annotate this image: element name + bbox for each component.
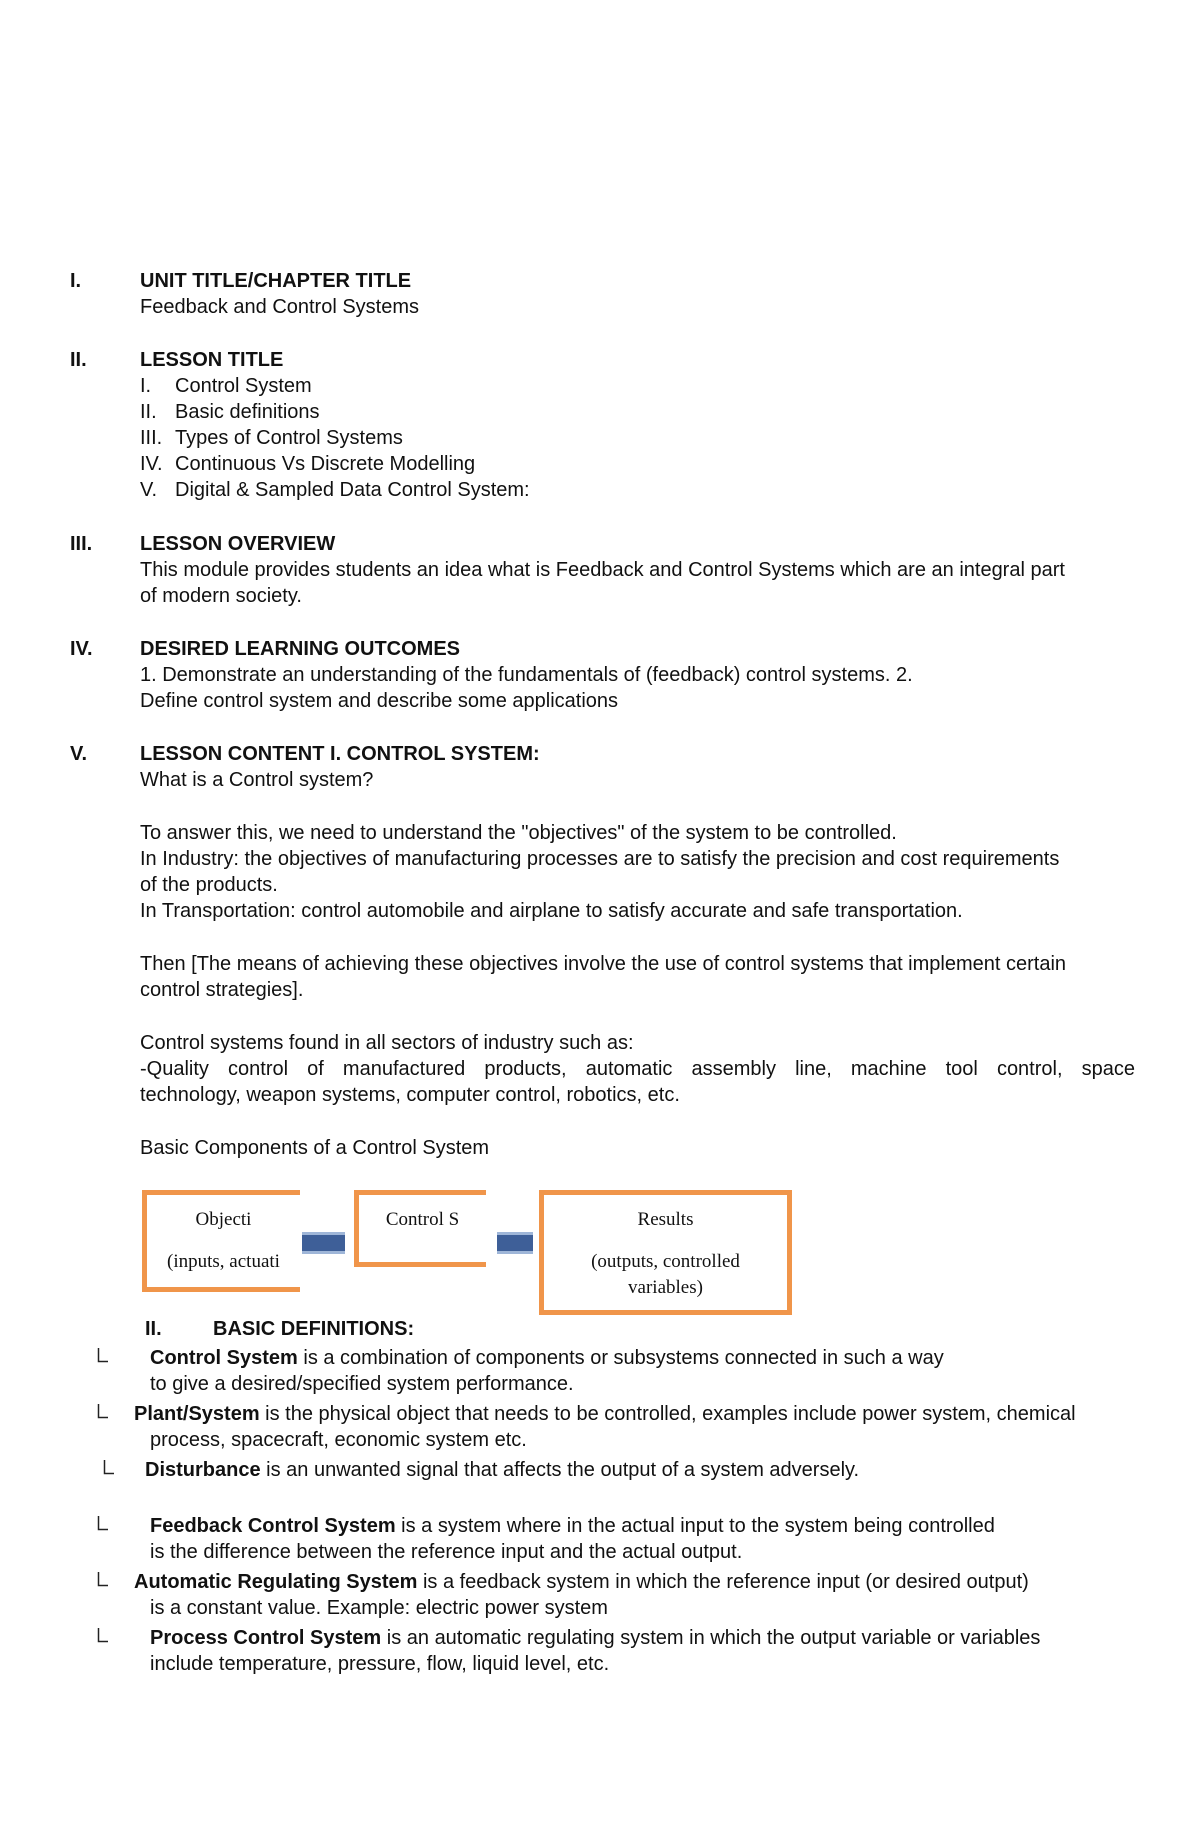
- definition-text: [134, 1401, 1076, 1453]
- definition-continuation: include temperature, pressure, flow, liquid level, etc.: [150, 1653, 610, 1675]
- checkbox-bullet-icon: [97, 1571, 111, 1589]
- section-heading: LESSON CONTENT I. CONTROL SYSTEM:: [140, 743, 540, 765]
- components-title: Basic Components of a Control System: [140, 1137, 490, 1159]
- checkbox-bullet-icon: [103, 1459, 117, 1477]
- checkbox-bullet-icon: [97, 1347, 111, 1365]
- definition-continuation: to give a desired/specified system performance.: [150, 1373, 574, 1395]
- definition-body: is a combination of components or subsystems connected in such a way: [297, 1347, 944, 1369]
- lesson-list-item: [140, 477, 1135, 503]
- paragraph-objectives: To answer this, we need to understand the "objectives" of the system to be controlled.: [140, 822, 897, 844]
- checkbox-bullet-icon: [97, 1515, 111, 1533]
- definition-continuation: process, spacecraft, economic system etc.: [150, 1429, 527, 1451]
- lesson-item-label: Types of Control Systems: [175, 427, 403, 449]
- section-number: V.: [70, 743, 88, 765]
- lesson-item-label: Digital & Sampled Data Control System:: [175, 479, 530, 501]
- objectives-box-sublabel: (inputs, actuati: [167, 1251, 280, 1272]
- lesson-item-label: Control System: [175, 375, 312, 397]
- results-box-sublabel: (outputs, controlled: [591, 1251, 740, 1272]
- paragraph-means-cont: control strategies].: [140, 979, 304, 1001]
- outcomes-text-line: 1. Demonstrate an understanding of the fundamentals of (feedback) control systems. 2.: [140, 664, 913, 686]
- paragraph-means: Then [The means of achieving these objectives involve the use of control systems that implement certain: [140, 953, 1067, 975]
- overview-text-line: This module provides students an idea what is Feedback and Control Systems which are an integral part: [140, 559, 1065, 581]
- outcomes-text-line: Define control system and describe some applications: [140, 690, 619, 712]
- section-heading: DESIRED LEARNING OUTCOMES: [140, 638, 461, 660]
- definition-term: Process Control System: [150, 1627, 382, 1649]
- lesson-item-number: II.: [140, 401, 157, 423]
- definition-term: Automatic Regulating System: [134, 1571, 418, 1593]
- objectives-box: [142, 1190, 300, 1292]
- paragraph-industry-cont: of the products.: [140, 874, 278, 896]
- paragraph-sectors: Control systems found in all sectors of industry such as:: [140, 1032, 634, 1054]
- results-box-label: Results: [637, 1209, 694, 1230]
- definition-text: [145, 1457, 859, 1483]
- definitions-number: II.: [145, 1318, 162, 1340]
- definition-continuation: is the difference between the reference input and the actual output.: [150, 1541, 743, 1563]
- paragraph-industry: In Industry: the objectives of manufacturing processes are to satisfy the precision and cost requirements: [140, 848, 1060, 870]
- lesson-item-number: IV.: [140, 453, 163, 475]
- definition-continuation: is a constant value. Example: electric power system: [150, 1597, 608, 1619]
- control-system-box: [354, 1190, 486, 1267]
- lesson-list-item: [140, 451, 1135, 477]
- section-number: III.: [70, 533, 93, 555]
- section-content: [140, 268, 1135, 320]
- definition-body: is a system where in the actual input to the system being controlled: [395, 1515, 995, 1537]
- question-text: What is a Control system?: [140, 769, 374, 791]
- definition-body: is the physical object that needs to be controlled, examples include power system, chemical: [259, 1403, 1076, 1425]
- section-content: [140, 636, 1135, 714]
- lesson-item-label: Continuous Vs Discrete Modelling: [175, 453, 476, 475]
- definitions-heading: [145, 1316, 414, 1342]
- definition-body: is an automatic regulating system in which the output variable or variables: [381, 1627, 1041, 1649]
- objectives-box-label: Objecti: [195, 1209, 252, 1230]
- section-content: [140, 741, 1135, 1161]
- definition-term: Feedback Control System: [150, 1515, 396, 1537]
- section-content: [140, 347, 1135, 503]
- definition-text: [150, 1625, 1040, 1677]
- section-number: II.: [70, 349, 87, 371]
- definition-body: is an unwanted signal that affects the output of a system adversely.: [260, 1459, 860, 1481]
- paragraph-applications: -Quality control of manufactured products, automatic assembly line, machine tool control, space: [140, 1058, 1135, 1080]
- lesson-item-label: Basic definitions: [175, 401, 320, 423]
- results-box-sublabel-cont: variables): [628, 1277, 703, 1298]
- section-content: [140, 531, 1135, 609]
- checkbox-bullet-icon: [97, 1627, 111, 1645]
- definition-term: Plant/System: [134, 1403, 260, 1425]
- definition-body: is a feedback system in which the reference input (or desired output): [417, 1571, 1029, 1593]
- paragraph-transportation: In Transportation: control automobile and airplane to satisfy accurate and safe transportation.: [140, 900, 963, 922]
- paragraph-applications-cont: technology, weapon systems, computer control, robotics, etc.: [140, 1084, 680, 1106]
- section-heading: UNIT TITLE/CHAPTER TITLE: [140, 270, 412, 292]
- definition-term: Control System: [150, 1347, 298, 1369]
- definition-text: [134, 1569, 1029, 1621]
- flow-arrow: [497, 1232, 533, 1254]
- definition-term: Disturbance: [145, 1459, 261, 1481]
- lesson-item-number: I.: [140, 375, 152, 397]
- section-heading: LESSON OVERVIEW: [140, 533, 336, 555]
- section-number: I.: [70, 270, 82, 292]
- overview-text-line: of modern society.: [140, 585, 302, 607]
- lesson-item-number: V.: [140, 479, 158, 501]
- lesson-item-number: III.: [140, 427, 163, 449]
- section-heading: LESSON TITLE: [140, 349, 284, 371]
- flow-arrow: [302, 1232, 345, 1254]
- lesson-list-item: [140, 373, 1135, 399]
- checkbox-bullet-icon: [97, 1403, 111, 1421]
- control-system-box-label: Control S: [385, 1209, 460, 1230]
- definition-text: [150, 1513, 995, 1565]
- lesson-list-item: [140, 399, 1135, 425]
- definitions-title: BASIC DEFINITIONS:: [213, 1318, 415, 1340]
- lesson-list-item: [140, 425, 1135, 451]
- definition-text: [150, 1345, 944, 1397]
- lesson-list: [140, 373, 1135, 503]
- results-box: [539, 1190, 792, 1315]
- unit-title-text: Feedback and Control Systems: [140, 296, 420, 318]
- section-number: IV.: [70, 638, 93, 660]
